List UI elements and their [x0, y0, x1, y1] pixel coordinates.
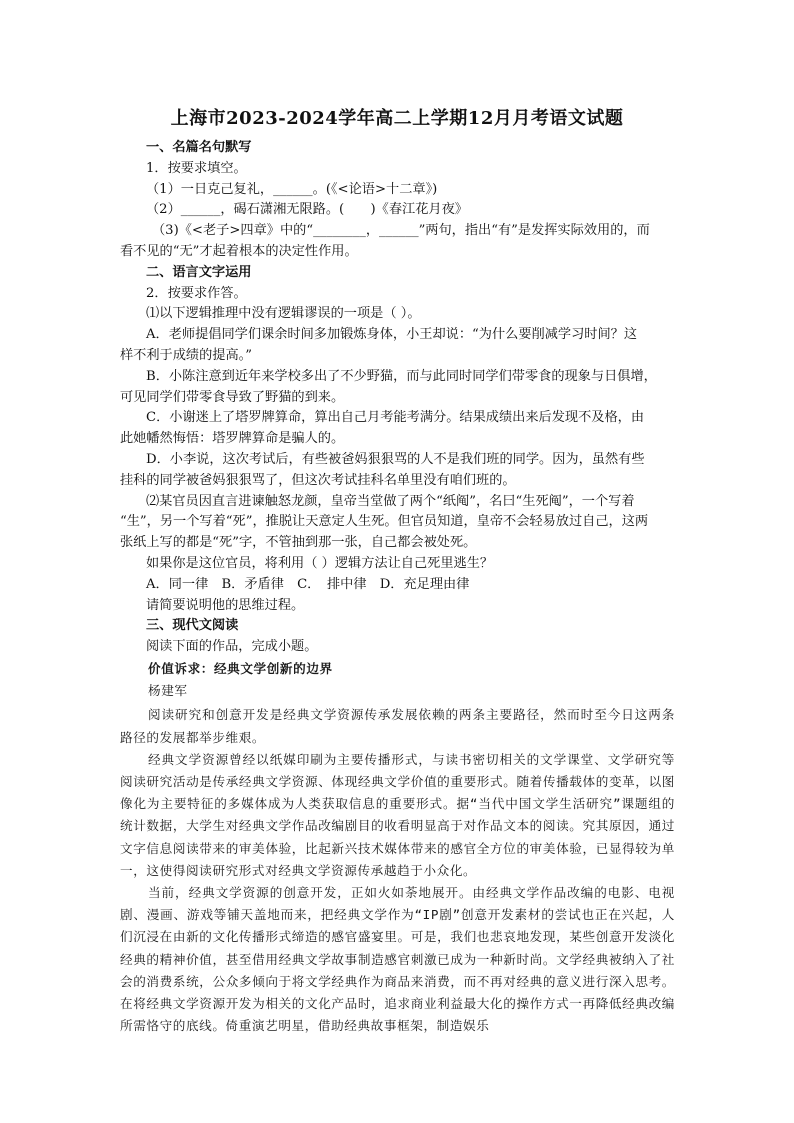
question-1: 1．按要求填空。 — [146, 160, 247, 176]
sub-question-2-cont: 张纸上写的都是“死”字，不管抽到那一张，自己都会被处死。 — [120, 535, 477, 551]
sub-question-2-cont: “生”，另一个写着“死”，推脱让天意定人生死。但官员知道，皇帝不会轻易放过自己，这两 — [120, 514, 649, 530]
fill-item-2: （2）______，碣石潇湘无限路。( )《春江花月夜》 — [146, 202, 468, 218]
section-heading: 一、名篇名句默写 — [146, 140, 252, 155]
option-a-cont: 样不利于成绩的提高。” — [120, 347, 253, 363]
article-author: 杨建军 — [148, 683, 188, 699]
option-b: B．小陈注意到近年来学校多出了不少野猫，而与此同时同学们带零食的现象与日俱增， — [146, 368, 657, 384]
option-d: D．小李说，这次考试后，有些被爸妈狠狠骂的人不是我们班的同学。因为，虽然有些 — [146, 451, 645, 467]
option-c: C．小谢迷上了塔罗牌算命，算出自己月考能考满分。结果成绩出来后发现不及格，由 — [146, 410, 645, 426]
sub-question-1: ⑴以下逻辑推理中没有逻辑谬误的一项是（ ）。 — [146, 306, 421, 322]
option-c-cont: 此她幡然悔悟：塔罗牌算命是骗人的。 — [120, 431, 345, 447]
reading-intro: 阅读下面的作品，完成小题。 — [146, 639, 318, 655]
exam-content — [120, 138, 675, 1037]
question-2: 2．按要求作答。 — [146, 285, 247, 301]
fill-item-3-cont: 看不见的“无”才起着根本的决定性作用。 — [120, 243, 358, 259]
option-a: A．老师提倡同学们课余时间多加锻炼身体，小王却说：“为什么要削减学习时间？这 — [146, 327, 638, 343]
fill-item-1: （1）一日克己复礼，______。(《<论语>十二章》) — [146, 181, 438, 197]
section-heading: 三、现代文阅读 — [146, 618, 239, 634]
option-b-cont: 可见同学们带零食导致了野猫的到来。 — [120, 389, 345, 405]
article-paragraph: 当前，经典文学资源的创意开发，正如火如荼地展开。由经典文学作品改编的电影、电视剧、漫画、游戏等铺天盖地而来，把经典文学作为“IP剧”创意开发素材的尝试也正在兴起，人们沉浸在由新的文化传播形式缔造的感官盛宴里。可是，我们也悲哀地发现，某些创意开发淡化经典的精神价值，甚至借用经典文学故事制造感官刺激已成为一种新时尚。文学经典被纳入了社会的消费系统，公众多倾向于将文学经典作为商品来消费，而不再对经典的意义进行深入思考。在将经典文学资源开发为相关的文化产品时，追求商业利益最大化的操作方式一再降低经典改编所需恪守的底线。倚重演艺明星，借助经典故事框架，制造娱乐 — [120, 884, 675, 1034]
answer-options: A．同一律 B．矛盾律 C． 排中律 D．充足理由律 — [146, 576, 470, 592]
fill-item-3: （3)《<老子>四章》中的“________，______”两句，指出“有”是发挥实际效用的，而 — [152, 223, 650, 239]
page-title: 上海市2023-2024学年高二上学期12月月考语文试题 — [170, 108, 624, 129]
sub-question-2-explain: 请简要说明他的思维过程。 — [146, 597, 305, 613]
section-heading: 二、语言文字运用 — [146, 264, 252, 280]
article-paragraph: 经典文学资源曾经以纸媒印刷为主要传播形式，与读书密切相关的文学课堂、文学研究等阅读研究活动是传承经典文学资源、体现经典文学价值的重要形式。随着传播载体的变革，以图像化为主要特征的多媒体成为人类获取信息的重要形式。据“当代中国文学生活研究”课题组的统计数据，大学生对经典文学作品改编剧目的收看明显高于对作品文本的阅读。究其原因，通过文字信息阅读带来的审美体验，比起新兴技术媒体带来的感官全方位的审美体验，已显得较为单一，这使得阅读研究形式对经典文学资源传承越趋于小众化。 — [120, 751, 675, 878]
article-paragraph: 阅读研究和创意开发是经典文学资源传承发展依赖的两条主要路径，然而时至今日这两条路径的发展都举步维艰。 — [120, 707, 675, 745]
article-title: 价值诉求：经典文学创新的边界 — [148, 660, 333, 676]
sub-question-2: ⑵某官员因直言进谏触怒龙颜，皇帝当堂做了两个“纸阄”，名曰“生死阄”，一个写着 — [146, 493, 635, 509]
option-d-cont: 挂科的同学被爸妈狠狠骂了，但这次考试挂科名单里没有咱们班的。 — [120, 472, 516, 488]
sub-question-2-prompt: 如果你是这位官员，将利用（ ）逻辑方法让自己死里逃生？ — [146, 555, 494, 571]
